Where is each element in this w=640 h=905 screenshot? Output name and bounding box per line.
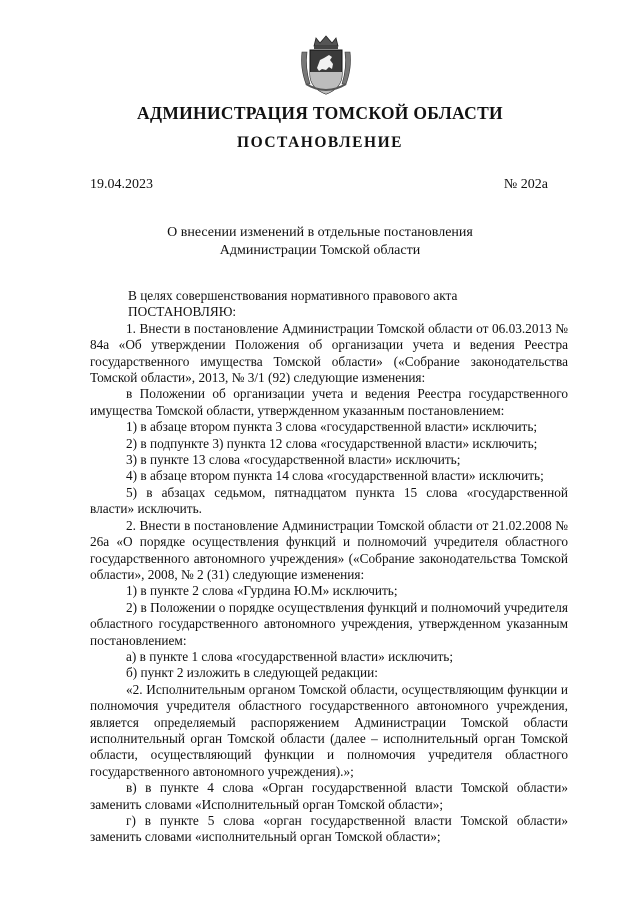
document-type: ПОСТАНОВЛЕНИЕ [237, 134, 403, 151]
paragraph: а) в пункте 1 слова «государственной власти» исключить; [126, 648, 454, 664]
document-date: 19.04.2023 [90, 177, 153, 192]
paragraph: б) пункт 2 изложить в следующей редакции: [126, 665, 378, 681]
paragraph: 4) в абзаце втором пункта 14 слова «государственной власти» исключить; [126, 468, 544, 484]
paragraph: 2) в подпункте 3) пункта 12 слова «государственной власти» исключить; [126, 435, 538, 451]
document-body [90, 288, 568, 846]
paragraph: г) в пункте 5 слова «орган государственной власти Томской области» заменить словами «исполнительный орган Томской области»; [90, 813, 568, 845]
paragraph: 2) в Положении о порядке осуществления функций и полномочий учредителя областного государственного автономного учреждения, утвержденном указанным постановлением: [90, 599, 568, 648]
paragraph: 1) в пункте 2 слова «Гурдина Ю.М» исключить; [126, 583, 398, 599]
paragraph: в Положении об организации учета и ведения Реестра государственного имущества Томской области, утвержденном указанным постановлением: [90, 386, 568, 418]
intro-text: В целях совершенствования нормативного правового акта [128, 288, 458, 303]
subject-line-1: О внесении изменений в отдельные постановления [167, 225, 473, 240]
tomsk-coat-of-arms-icon [298, 34, 354, 98]
agency-title: АДМИНИСТРАЦИЯ ТОМСКОЙ ОБЛАСТИ [137, 103, 503, 123]
subject-line-2: Администрации Томской области [219, 243, 421, 258]
paragraph: «2. Исполнительным органом Томской области, осуществляющим функции и полномочия учредителя областного государственного автономного учреждения, является определяемый распоряжением Администрации Томской области исполнительный орган Томской области (далее – исполнительный орган Томской области, осуществляющий функции и полномочия учредителя областного государственного автономного учреждения).»; [90, 681, 568, 779]
resolve-text: ПОСТАНОВЛЯЮ: [128, 304, 237, 320]
paragraph: 5) в абзацах седьмом, пятнадцатом пункта 15 слова «государственной власти» исключить. [90, 484, 568, 517]
document-number: № 202а [503, 177, 548, 192]
paragraph: 3) в пункте 13 слова «государственной власти» исключить; [126, 452, 461, 468]
paragraph: 1) в абзаце втором пункта 3 слова «государственной власти» исключить; [126, 419, 538, 435]
document-subject [0, 224, 640, 260]
paragraph: в) в пункте 4 слова «Орган государственной власти Томской области» заменить словами «Исполнительный орган Томской области»; [90, 780, 568, 812]
paragraph: 2. Внести в постановление Администрации Томской области от 21.02.2008 № 26а «О порядке осуществления функций и полномочий учредителя областного государственного автономного учреждения» («Собрание законодательства Томской области», 2008, № 2 (31) следующие изменения: [90, 517, 568, 582]
paragraph: 1. Внести в постановление Администрации Томской области от 06.03.2013 № 84а «Об утверждении Положения об организации учета и ведения Реестра государственного имущества Томской области» («Собрание законодательства Томской области», 2013, № 3/1 (92) следующие изменения: [90, 320, 568, 386]
